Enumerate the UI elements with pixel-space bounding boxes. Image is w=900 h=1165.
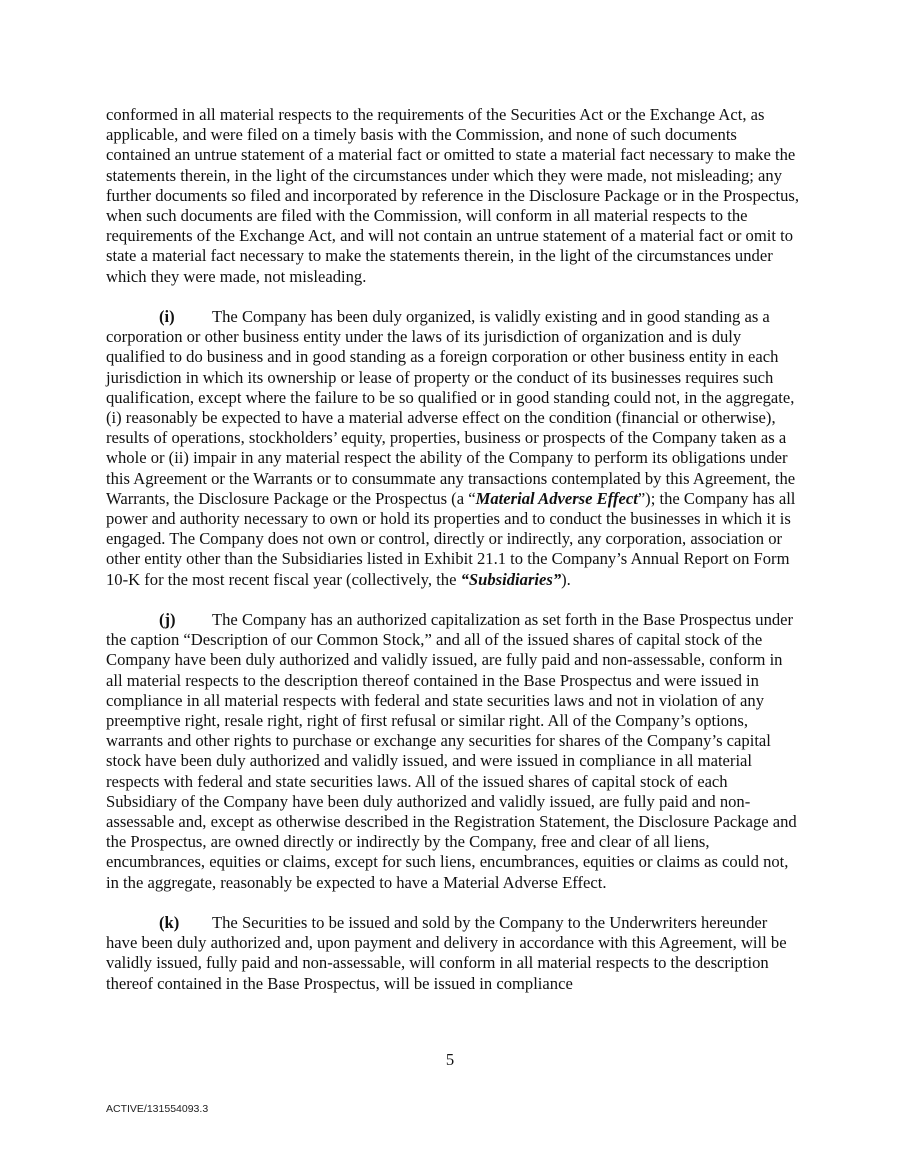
defined-term-material-adverse-effect: Material Adverse Effect — [475, 488, 638, 508]
defined-term-subsidiaries: “Subsidiaries” — [460, 569, 562, 589]
section-i-text-middle: ”); the Company has all power and authority necessary to own or hold its properties and to conduct the businesses in which it is engaged. The Company does not own or control, directly or indirectly, any corporation, association or other entity other than the Subsidiaries listed in Exhibit 21.1 to the Company’s Annual Report on Form 10-K for the most recent fiscal year (collectively, the — [106, 488, 796, 589]
section-k-paragraph — [106, 913, 800, 994]
section-j-paragraph — [106, 610, 800, 893]
document-body — [106, 105, 800, 994]
document-id-footer: ACTIVE/131554093.3 — [106, 1103, 209, 1115]
section-i-label: (i) — [159, 307, 175, 327]
section-j-text: The Company has an authorized capitalization as set forth in the Base Prospectus under the caption “Description of our Common Stock,” and all of the issued shares of capital stock of the Company have been duly authorized and validly issued, are fully paid and non-assessable, conform in all material respects to the description thereof contained in the Base Prospectus and were issued in compliance in all material respects with federal and state securities laws and not in violation of any preemptive right, resale right, right of first refusal or similar right. All of the Company’s options, warrants and other rights to purchase or exchange any securities for shares of the Company’s capital stock have been duly authorized and validly issued, and were issued in compliance in all material respects with federal and state securities laws. All of the issued shares of capital stock of each Subsidiary of the Company have been duly authorized and validly issued, are fully paid and non-assessable and, except as otherwise described in the Registration Statement, the Disclosure Package and the Prospectus, are owned directly or indirectly by the Company, free and clear of all liens, encumbrances, equities or claims, except for such liens, encumbrances, equities or claims as could not, in the aggregate, reasonably be expected to have a Material Adverse Effect. — [106, 610, 797, 892]
section-i-paragraph — [106, 307, 800, 590]
continuation-paragraph: conformed in all material respects to the requirements of the Securities Act or the Exchange Act, as applicable, and were filed on a timely basis with the Commission, and none of such documents contained an untrue statement of a material fact or omitted to state a material fact necessary to make the statements therein, in the light of the circumstances under which they were made, not misleading; any further documents so filed and incorporated by reference in the Disclosure Package or in the Prospectus, when such documents are filed with the Commission, will conform in all material respects to the requirements of the Exchange Act, and will not contain an untrue statement of a material fact or omit to state a material fact necessary to make the statements therein, in the light of the circumstances under which they were made, not misleading. — [106, 105, 800, 286]
section-j-label: (j) — [159, 610, 176, 630]
section-k-label: (k) — [159, 913, 180, 933]
section-k-text: The Securities to be issued and sold by the Company to the Underwriters hereunder have been duly authorized and, upon payment and delivery in accordance with this Agreement, will be validly issued, fully paid and non-assessable, will conform in all material respects to the description thereof contained in the Base Prospectus, will be issued in compliance — [106, 913, 787, 993]
page-number: 5 — [445, 1050, 455, 1069]
section-i-text-after: ). — [561, 569, 571, 589]
section-i-text-before: The Company has been duly organized, is validly existing and in good standing as a corporation or other business entity under the laws of its jurisdiction of organization and is duly qualified to do business and in good standing as a foreign corporation or other business entity in each jurisdiction in which its ownership or lease of property or the conduct of its businesses requires such qualification, except where the failure to be so qualified or in good standing could not, in the aggregate, (i) reasonably be expected to have a material adverse effect on the condition (financial or otherwise), results of operations, stockholders’ equity, properties, business or prospects of the Company taken as a whole or (ii) impair in any material respect the ability of the Company to perform its obligations under this Agreement or the Warrants or to consummate any transactions contemplated by this Agreement, the Warrants, the Disclosure Package or the Prospectus (a “ — [106, 307, 796, 508]
